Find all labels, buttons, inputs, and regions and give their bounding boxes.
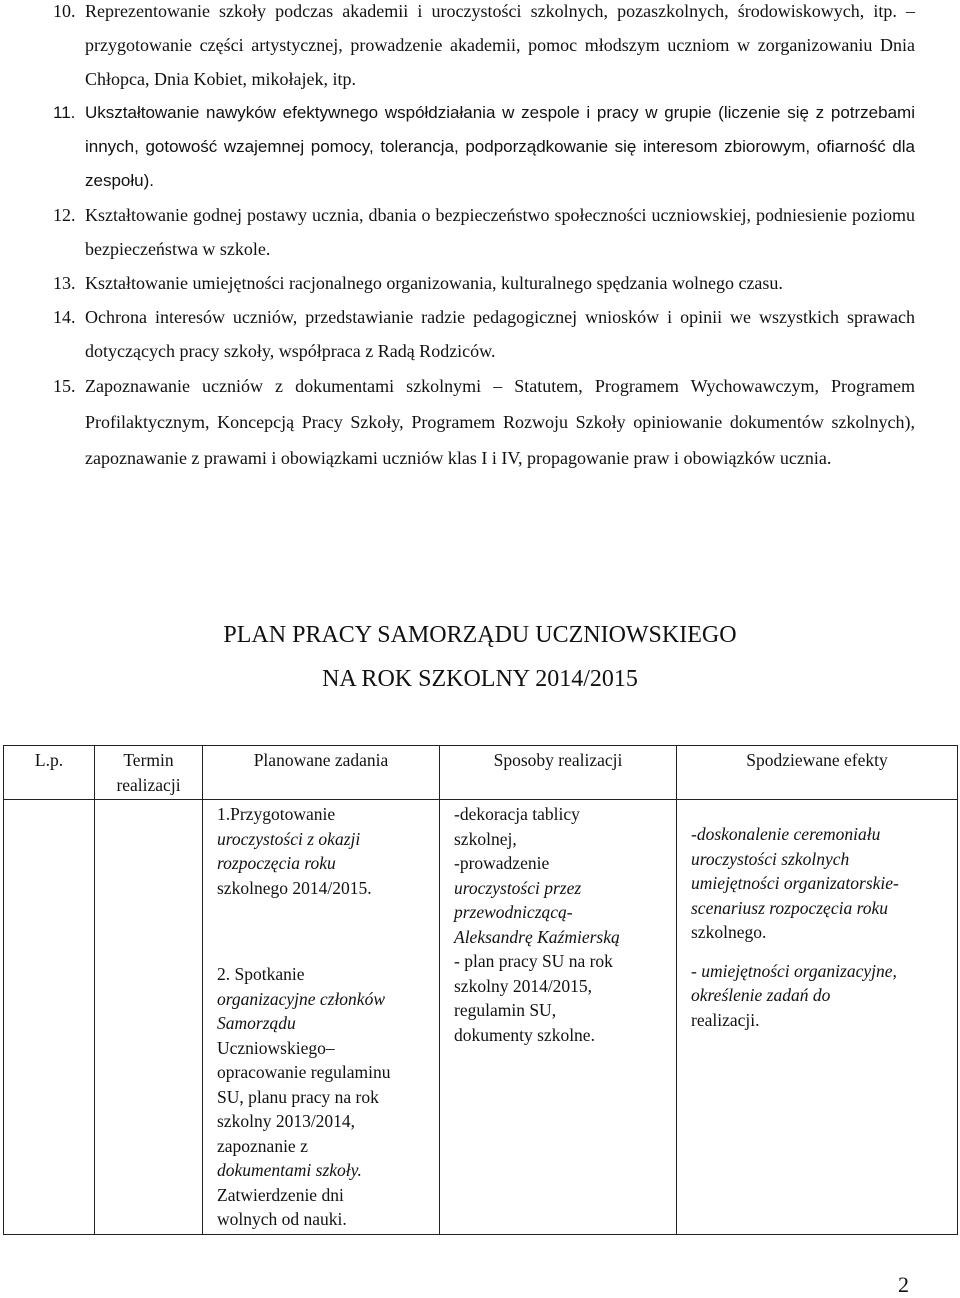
effect-line: szkolnego.: [691, 922, 767, 942]
effect-line: umiejętności organizatorskie-: [691, 873, 899, 893]
method-line: Aleksandrę Kaźmierską: [454, 926, 620, 947]
objective-text: Ochrona interesów uczniów, przedstawianie radzie pedagogicznej wniosków i opinii we wszystkich sprawach dotyczących pracy szkoły, współpraca z Radą Rodziców.: [85, 307, 915, 361]
header-efekty: Spodziewane efekty: [677, 746, 958, 800]
header-termin: Termin realizacji: [95, 746, 203, 800]
task-line: szkolnego 2014/2015.: [217, 877, 372, 898]
task-line: opracowanie regulaminu: [217, 1062, 391, 1082]
task-line: zapoznanie z: [217, 1135, 308, 1156]
task-line: Zatwierdzenie dni: [217, 1184, 344, 1205]
task-block-2: [211, 962, 431, 1232]
task-line: Uczniowskiego–: [217, 1037, 335, 1058]
effect-block-1: [685, 802, 949, 945]
objective-item-14: [53, 300, 915, 368]
task-line: Samorządu: [217, 1013, 296, 1033]
cell-lp: [4, 800, 95, 1235]
method-line: szkolny 2014/2015,: [454, 975, 593, 996]
objective-number: 13.: [53, 273, 76, 293]
method-line: uroczystości przez: [454, 877, 582, 898]
objective-number: 15.: [53, 376, 76, 396]
effect-line: scenariusz rozpoczęcia roku: [691, 897, 889, 918]
task-line: 2. Spotkanie: [217, 964, 305, 984]
effect-block-2: [685, 959, 949, 1033]
effect-line: realizacji.: [691, 1009, 760, 1030]
effect-line: określenie zadań do: [691, 985, 831, 1005]
cell-zadania: [203, 800, 440, 1235]
task-line: szkolny 2013/2014,: [217, 1111, 356, 1131]
objective-number: 14.: [53, 307, 76, 327]
objectives-list: [53, 0, 915, 476]
objective-number: 12.: [53, 205, 76, 225]
objective-number: 10.: [53, 1, 76, 21]
method-line: przewodniczącą-: [454, 902, 573, 922]
objective-text: Zapoznawanie uczniów z dokumentami szkolnymi – Statutem, Programem Wychowawczym, Programem Profilaktycznym, Koncepcją Pracy Szkoły, Programem Rozwoju Szkoły opiniowanie dokumentów szkolnych), zapoznawanie z prawami i obowiązkami uczniów klas I i IV, propagowanie praw i obowiązków ucznia.: [85, 376, 915, 468]
method-line: regulamin SU,: [454, 1000, 557, 1020]
method-line: -dekoracja tablicy: [454, 804, 580, 824]
effect-line: - umiejętności organizacyjne,: [691, 960, 897, 981]
method-line: -prowadzenie: [454, 853, 550, 873]
task-line: uroczystości z okazji: [217, 828, 361, 849]
plan-title: PLAN PRACY SAMORZĄDU UCZNIOWSKIEGO: [223, 622, 737, 648]
table-header-row: [4, 746, 958, 800]
header-zadania: Planowane zadania: [203, 746, 440, 800]
task-line: wolnych od nauki.: [217, 1209, 347, 1229]
table-row: [4, 800, 958, 1235]
method-block-1: [448, 802, 668, 949]
header-lp: L.p.: [4, 746, 95, 800]
objective-text: Ukształtowanie nawyków efektywnego współdziałania w zespole i pracy w grupie (liczenie się z potrzebami innych, gotowość wzajemnej pomocy, tolerancja, podporządkowanie się interesom zbiorowym, ofiarność dla zespołu).: [85, 103, 915, 190]
spacer: [685, 945, 949, 959]
objective-item-15: [53, 368, 915, 476]
objective-number: 11.: [53, 103, 76, 122]
method-line: dokumenty szkolne.: [454, 1024, 595, 1045]
plan-table: [3, 745, 958, 1235]
header-sposoby: Sposoby realizacji: [440, 746, 677, 800]
effect-line: -doskonalenie ceremoniału: [691, 824, 881, 844]
method-line: - plan pracy SU na rok: [454, 951, 613, 971]
task-line: organizacyjne członków: [217, 988, 386, 1009]
task-line: SU, planu pracy na rok: [217, 1086, 379, 1107]
objective-item-12: [53, 198, 915, 266]
objective-item-11: [53, 96, 915, 198]
cell-termin: [95, 800, 203, 1235]
cell-efekty: [677, 800, 958, 1235]
task-line: 1.Przygotowanie: [217, 804, 336, 824]
objective-text: Kształtowanie godnej postawy ucznia, dbania o bezpieczeństwo społeczności uczniowskiej, podniesienie poziomu bezpieczeństwa w szkole.: [85, 205, 915, 259]
objective-item-13: [53, 266, 915, 300]
objective-text: Reprezentowanie szkoły podczas akademii i uroczystości szkolnych, pozaszkolnych, środowiskowych, itp. – przygotowanie części artystycznej, prowadzenie akademii, pomoc młodszym uczniom w zorganizowaniu Dnia Chłopca, Dnia Kobiet, mikołajek, itp.: [85, 1, 915, 89]
plan-subtitle: NA ROK SZKOLNY 2014/2015: [322, 666, 638, 692]
page-number: 2: [898, 1272, 909, 1297]
spacer: [211, 900, 431, 962]
task-block-1: [211, 802, 431, 900]
cell-sposoby: [440, 800, 677, 1235]
objective-item-10: [53, 0, 915, 96]
method-block-2: [448, 949, 668, 1047]
effect-line: uroczystości szkolnych: [691, 848, 850, 869]
task-line: rozpoczęcia roku: [217, 853, 336, 873]
task-line: dokumentami szkoły.: [217, 1160, 362, 1180]
method-line: szkolnej,: [454, 828, 517, 849]
objective-text: Kształtowanie umiejętności racjonalnego organizowania, kulturalnego spędzania wolnego czasu.: [85, 273, 783, 293]
